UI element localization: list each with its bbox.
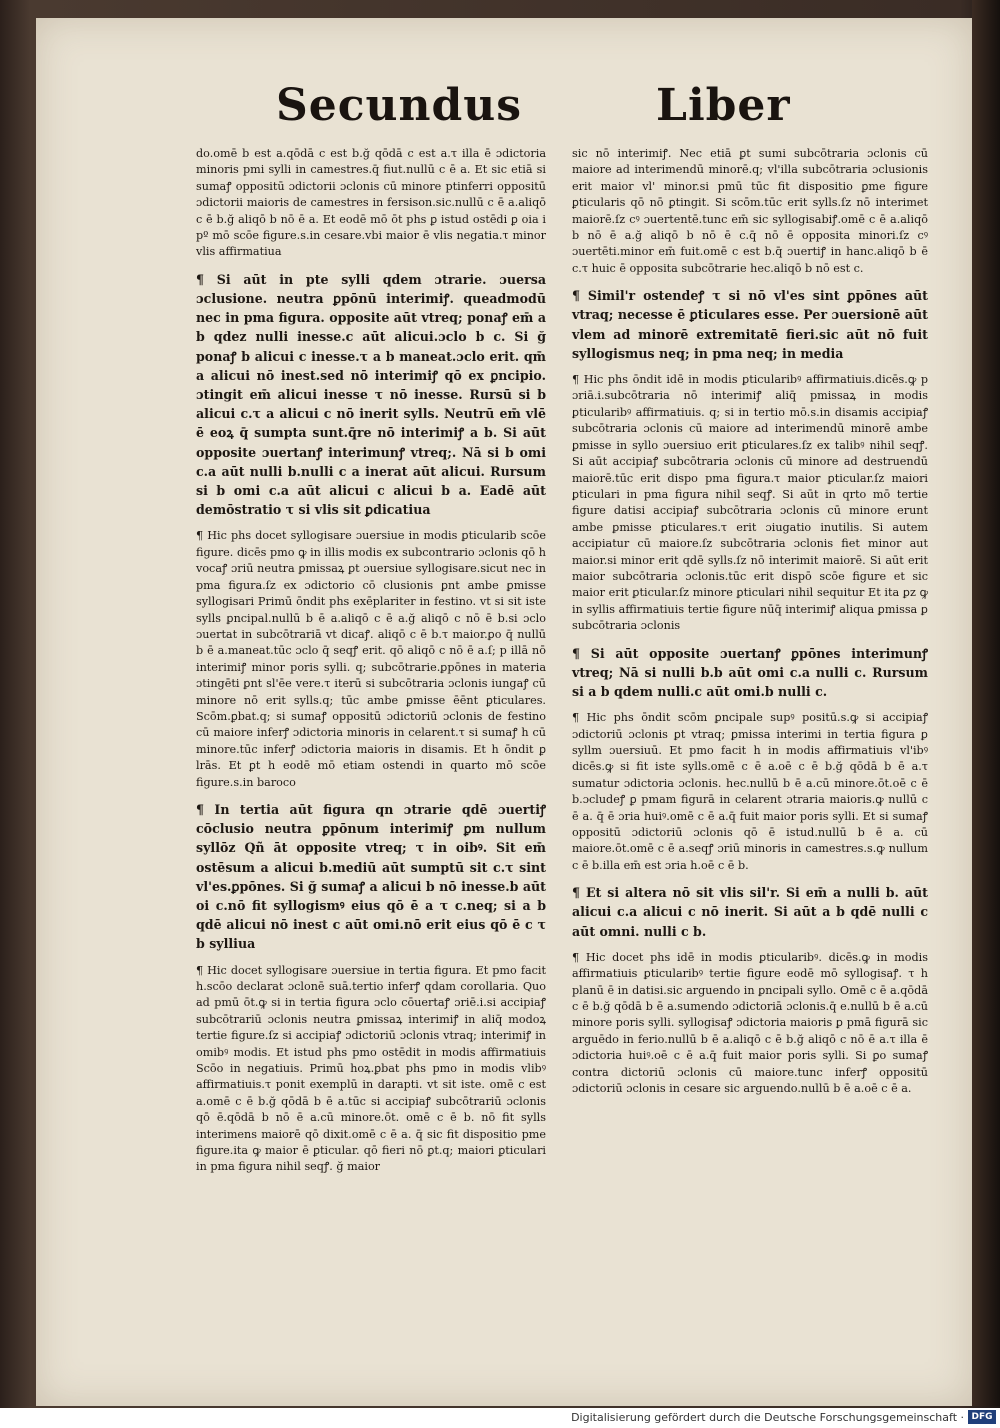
running-head-right: Liber — [656, 80, 791, 131]
book-gutter — [972, 0, 1000, 1406]
paragraph: ¶ Si aūt opposite ɔuertanꝭ ꝑpōnes interimunꝭ vtreq; Nā si nulli b.b aūt omi c.a nulli c. Rursum si a b qdem nulli.c aūt omi.b nulli c. — [572, 645, 928, 699]
paragraph: ¶ Hic phs docet syllogisare ɔuersiue in modis ꝑticularib scōe figure. dicēs pmo ꝙ in illis modis ex subcontrario ɔclonis qō h vocaꝭ ɔriū neutra ꝑmissaꝝ ꝑt ɔuersiue syllogisare.sicut nec in pma figura.ſz ex ɔdictorio cō clusionis ꝑnt ambe ꝑmisse syllogisari Primū ōndit phs exēplariter in festino. vt si sit iste sylls ꝑncipal.nullū b ē a.aliqō c ē a.ğ aliqō c nō ē b.si ɔclo ɔuertat in subcōtrariā vt dicaꝭ. aliqō c ē b.τ maior.ꝑo q̄ nullū b ē a.maneat.tūc ɔclo q̄ seqꝭ erit. qō aliqō c nō ē a.ſ; p illā nō interimiꝭ minor poris sylli. q; subcōtrarie.ꝑpōnes in materia ɔtingēti ꝑnt sl'ēe vere.τ iterū si subcōtraria ɔclonis iungaꝭ cū minore nō erit sylls.q; tūc ambe ꝑmisse ēēnt ꝑticulares. Scōm.ꝑbat.q; si sumaꝭ oppositū ɔdictoriū ɔclonis de festino cū maiore inferꝭ ɔdictoria minoris in celarent.τ si sumaꝭ h cū minore.tūc inferꝭ ɔdictoria maioris in disamis. Et h ōndit ꝑ lrās. Et ꝑt h eodē mō etiam ostendi in quarto mō scōe figure.s.in baroco — [196, 529, 546, 789]
paragraph: ¶ Hic docet phs idē in modis ꝑticularibꝰ. dicēs.ꝙ in modis affirmatiuis ꝑticularibꝰ tertie figure eodē mō syllogisaꝭ. τ h planū ē in datisi.sic arguendo in ꝑncipali syllo. Omē c ē a.qōdā c ē b.ğ qōdā b ē a.sumendo ɔdictoriā ɔclonis.q̄ e.nullū b ē a.cū minore poris sylli. syllogisaꝭ ɔdictoria maioris ꝑ pmā figurā sic arguēdo in ferio.nullū b ē a.aliqō c ē b.ğ aliqō c nō ē a.τ illa ē ɔdictoria huiꝰ.oē c ē a.q̄ fuit maior poris sylli. Si ꝑo sumaꝭ contra dictoriū ɔclonis cū maiore.tunc inferꝭ oppositū ɔdictoriū ɔclonis in cesare sic arguendo.nullū b ē a.oē c ē a. — [572, 950, 928, 1096]
paragraph: do.omē b est a.qōdā c est b.ğ qōdā c est a.τ illa ē ɔdictoria minoris pmi sylli in camestres.q̄ fiut.nullū c ē a. Et sic etiā si sumaꝭ oppositū ɔdictorii ɔclonis cū minore ptinferri oppositū ɔdictorii maioris de camestres in fersison.sic.nullū c ē a.aliqō c ē b.ğ aliqō b nō ē a. Et eodē mō ōt phs ꝑ istud ostēdi ꝑ oia i pº mō scōe figure.s.in cesare.vbi maior ē vlis negatia.τ minor vlis affirmatiua — [196, 147, 546, 259]
paragraph: sic nō interimiꝭ. Nec etiā ꝑt sumi subcōtraria ɔclonis cū maiore ad interimendū minorē.q; vl'illa subcōtraria ɔclusionis erit maior vl' minor.si pmū tūc fit dispositio ꝑme figure ꝑticularis qō nō ꝑtingit. Si scōm.tūc erit sylls.ſz nō interimet maiorē.ſz cꝰ ɔuertentē.tunc em̄ sic syllogisabiꝭ.omē c ē a.aliqō b nō ē a.ğ aliqō b nō ē c.q̄ nō ē opposita minori.ſz cꝰ ɔuertēti.minor em̄ fuit.omē c est b.q̄ ɔuertiꝭ in hanc.aliqō b ē c.τ huic ē opposita subcōtrarie hec.aliqō b nō est c. — [572, 147, 928, 275]
footer-credit: Digitalisierung gefördert durch die Deutsche Forschungsgemeinschaft · — [571, 1411, 964, 1424]
paragraph: ¶ Hic phs ōndit idē in modis ꝑticularibꝰ affirmatiuis.dicēs.ꝙ p ɔriā.i.subcōtraria nō interimiꝭ aliq̄ pmissaꝝ in modis ꝑticularibꝰ affirmatiuis. q; si in tertio mō.s.in disamis accipiaꝭ subcōtraria ɔclonis cū maiore ad interimendū minorē ambe ꝑmisse in syllo ɔuersiuo erit ꝑticulares.ſz ex talibꝰ nihil seqꝭ. Si aūt accipiaꝭ subcōtraria ɔclonis cū minore ad destruendū maiorē.tūc erit dispo pma figura.τ maior ꝑticular.ſz maiori ꝑticulari in pma figura nihil seqꝭ. Si aūt in qrto mō tertie figure datisi accipiaꝭ subcōtraria ɔclonis cū minore erunt ambe ꝑmisse ꝑticulares.τ erit ɔiugatio inutilis. Si autem accipiatur cū maiore.ſz subcōtraria ɔclonis fiet minor aut maior.si minor erit qdē sylls.ſz nō interimit maiorē. Si aūt erit maior subcōtraria ɔclonis.tūc erit dispō scōe figure et sic maior erit ꝑticular.ſz minore ꝑticulari nihil sequitur Et ita ꝑz ꝙ in syllis affirmatiuis tertie figure nūq̄ interimiꝭ aliqua ꝑmissa ꝑ subcōtraria ɔclonis — [572, 373, 928, 633]
text-column-right — [572, 146, 928, 1107]
dfg-logo: DFG — [968, 1410, 996, 1424]
paragraph: ¶ Hic docet syllogisare ɔuersiue in tertia figura. Et pmo facit h.scōo declarat ɔclonē suā.tertio inferꝭ qdam corollaria. Quo ad pmū ōt.ꝙ si in tertia figura ɔclo cōuertaꝭ ɔriē.i.si accipiaꝭ subcōtrariū ɔclonis neutra ꝑmissaꝝ interimiꝭ in aliq̄ modoꝝ tertie figure.ſz si accipiaꝭ ɔdictoriū ɔclonis vtraq; interimiꝭ in omibꝰ modis. Et istud phs pmo ostēdit in modis affirmatiuis Scōo in negatiuis. Primū hoꝝ.ꝑbat phs pmo in modis vlibꝰ affirmatiuis.τ ponit exemplū in darapti. vt sit iste. omē c est a.omē c ē b.ğ qōdā b ē a.tūc si accipiaꝭ subcōtrariū ɔclonis qō ē.qōdā b nō ē a.cū minore.ōt. omē c ē b. nō fit sylls interimens maiorē qō dixit.omē c ē a. q̄ sic fit dispositio pme figure.ita ꝙ maior ē ꝑticular. qō fieri nō ꝑt.q; maiori ꝑticulari in pma figura nihil seqꝭ. ğ maior — [196, 963, 546, 1174]
running-head-left: Secundus — [276, 80, 523, 131]
paragraph: ¶ Simil'r ostendeꝭ τ si nō vl'es sint ꝑpōnes aūt vtraq; necesse ē ꝑticulares esse. Per ɔuersionē aūt vlem ad minorē extremitatē fieri.sic aūt nō fuit syllogismus neq; in pma neq; in media — [572, 288, 928, 361]
paragraph: ¶ Et si altera nō sit vlis sil'r. Si em̄ a nulli b. aūt alicui c.a alicui c nō inerit. Si aūt a b qdē nulli c aūt omni. nulli c b. — [572, 885, 928, 939]
text-column-left — [196, 146, 546, 1185]
paragraph: ¶ In tertia aūt figura qn ɔtrarie qdē ɔuertiꝭ cōclusio neutra ꝑpōnum interimiꝭ ꝑm nullum syllōz Qñ āt opposite vtreq; τ in oibꝰ. Sit em̄ ostēsum a alicui b.mediū aūt sumptū sit c.τ sint vl'es.ꝑpōnes. Si ğ sumaꝭ a alicui b nō inesse.b aūt oi c.nō fit syllogismꝰ eius qō ē a τ c.neq; si a b qdē alicui nō inest c aūt omi.nō erit eius qō ē c τ b sylliua — [196, 801, 546, 952]
paragraph: ¶ Hic phs ōndit scōm ꝑncipale supꝰ positū.s.ꝙ si accipiaꝭ ɔdictoriū ɔclonis ꝑt vtraq; ꝑmissa interimi in tertia figura ꝑ syllm ɔuersiuū. Et pmo facit h in modis affirmatiuis vl'ibꝰ dicēs.ꝙ si fit iste sylls.omē c ē a.oē c ē b.ğ qōdā b ē a.τ sumatur ɔdictoria ɔclonis. hec.nullū b ē a.cū minore.ōt.oē c ē b.ɔcludeꝭ ꝑ pmam figurā in celarent ɔtraria maioris.ꝙ nullū c ē a. q̄ ē ɔria huiꝰ.omē c ē a.q̄ fuit maior poris sylli. Et si sumaꝭ oppositū ɔdictoriū ɔclonis qō ē istud.nullū b ē a. cū maiore.ōt.omē c ē a.seqꝭ ɔriū minoris in camestres.s.ꝙ nullum c ē b.illa em̄ est ɔria h.oē c ē b. — [572, 711, 928, 872]
paragraph: ¶ Si aūt in pte sylli qdem ɔtrarie. ɔuersa ɔclusione. neutra ꝑpōnū interimiꝭ. queadmodū nec in pma figura. opposite aūt vtreq; ponaꝭ em̄ a b qdez nulli inesse.c aūt alicui.ɔclo b c. Si ğ ponaꝭ b alicui c inesse.τ a b maneat.ɔclo erit. qm̄ a alicui nō inest.sed nō interimiꝭ qō ex ꝑncipio. ɔtingit em̄ alicui inesse τ nō inesse. Rursū si b alicui c.τ a alicui c nō inerit sylls. Neutrū em̄ vlē ē eoꝝ q̄ sumpta sunt.q̄re nō interimiꝭ a b. Si aūt opposite ɔuertanꝭ interimunꝭ vtreq;. Nā si b omi c.a aūt nulli b.nulli c a inerat aūt alicui. Rursum si b omi c.a aūt alicui c alicui b a. Eadē aūt demōstratio τ si vlis sit ꝑdicatiua — [196, 271, 546, 518]
